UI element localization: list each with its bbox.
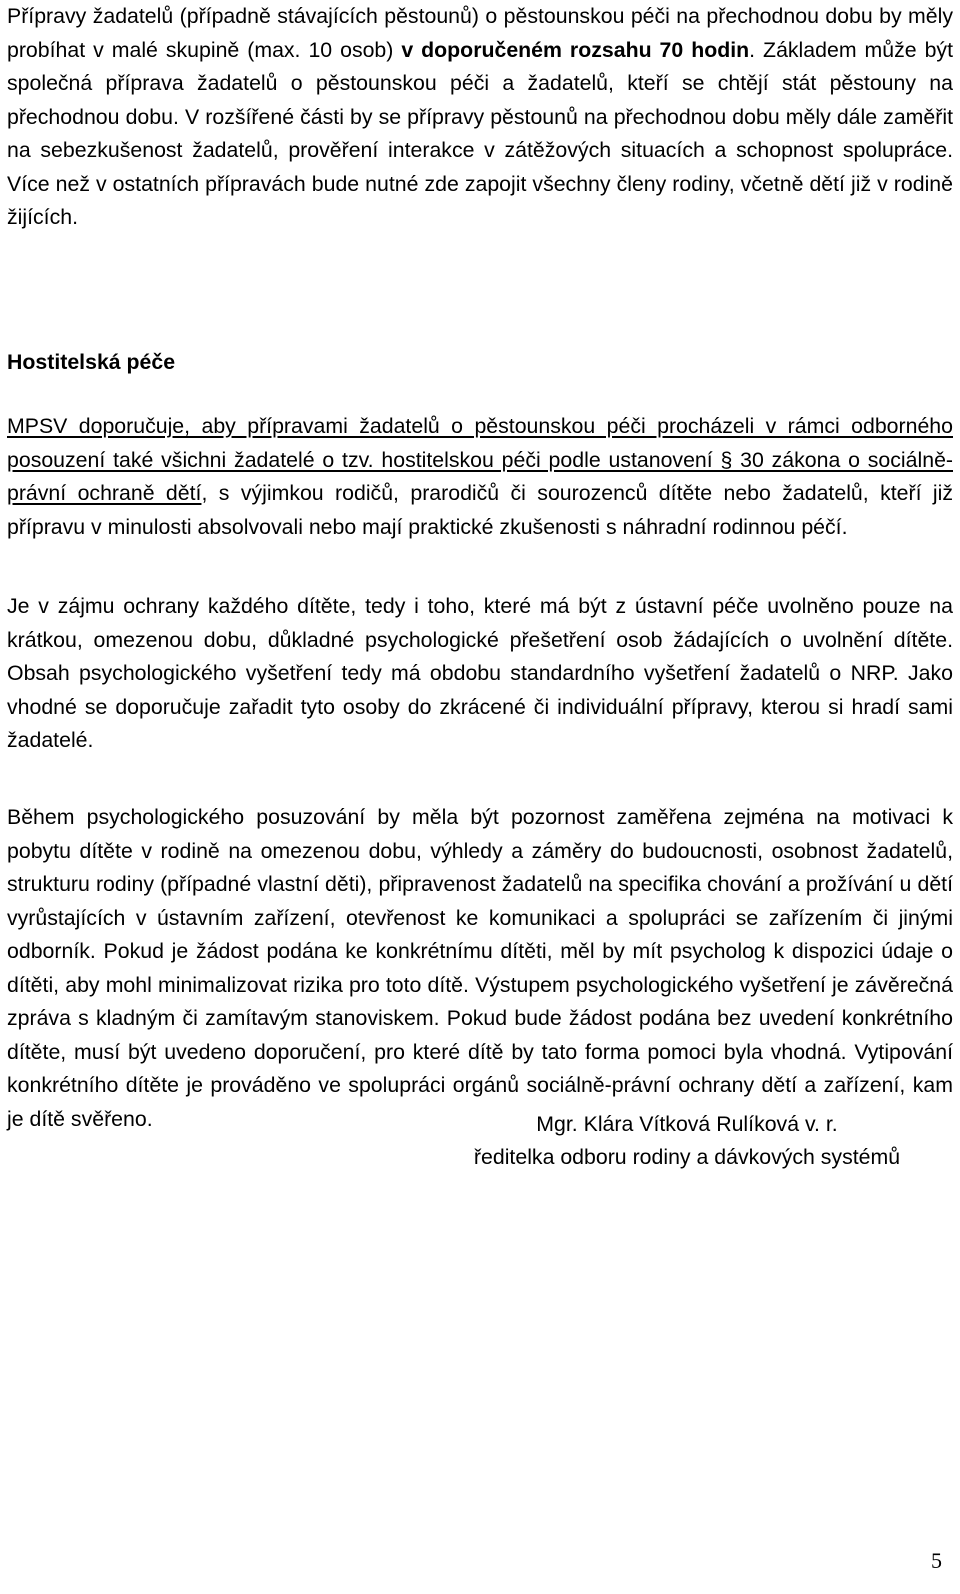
paragraph-child-protection: Je v zájmu ochrany každého dítěte, tedy i toho, které má být z ústavní péče uvolněno pouze na krátkou, omezenou dobu, důkladné psychologické přešetření osob žádajících o uvolnění dítěte. Obsah psychologického vyšetření tedy má obdobu standardního vyšetření žadatelů o NRP. Jako vhodné se doporučuje zařadit tyto osoby do zkrácené či individuální přípravy, kterou si hradí sami žadatelé. <box>7 594 953 752</box>
section-heading-hosting-care: Hostitelská péče <box>7 350 176 374</box>
paragraph-text: Přípravy žadatelů (případně stávajících pěstounů) o pěstounskou péči na přechodnou dobu by měly probíhat v malé skupině (max. 10 osob) <box>7 4 953 62</box>
paragraph-preparation-requirements <box>7 0 953 235</box>
paragraph-text: . Základem může být společná příprava žadatelů o pěstounskou péči a žadatelů, kteří se chtějí stát pěstouny na přechodnou dobu. V rozšířené části by se přípravy pěstounů na přechodnou dobu měly dále zaměřit na sebezkušenost žadatelů, prověření interakce v zátěžových situacích a schopnost spolupráce. Více než v ostatních přípravách bude nutné zde zapojit všechny členy rodiny, včetně dětí již v rodině žijících. <box>7 37 953 229</box>
signature-name: Mgr. Klára Vítková Rulíková v. r. <box>536 1112 838 1136</box>
bold-recommended-hours: v doporučeném rozsahu 70 hodin <box>401 37 750 62</box>
paragraph-mpsv-recommendation <box>7 410 953 544</box>
paragraph-text: , s výjimkou rodičů, prarodičů či sourozenců dítěte nebo žadatelů, kteří již přípravu v minulosti absolvovali nebo mají praktické zkušenosti s náhradní rodinnou péčí. <box>7 481 953 539</box>
underlined-recommendation: MPSV doporučuje, aby přípravami žadatelů o pěstounskou péči procházeli v rámci odborného posouzení také všichni žadatelé o tzv. hostitelskou péči podle ustanovení § 30 zákona o sociálně-právní ochraně dětí <box>7 414 953 505</box>
page-number: 5 <box>931 1548 942 1573</box>
paragraph-psychological-assessment: Během psychologického posuzování by měla být pozornost zaměřena zejména na motivaci k pobytu dítěte v rodině na omezenou dobu, výhledy a záměry do budoucnosti, osobnost žadatelů, strukturu rodiny (případné vlastní děti), připravenost žadatelů na specifika chování a prožívání u dětí vyrůstajících v ústavním zařízení, otevřenost ke komunikaci a spolupráci se zařízením či jinými odborník. Pokud je žádost podána ke konkrétnímu dítěti, měl by mít psycholog k dispozici údaje o dítěti, aby mohl minimalizovat rizika pro toto dítě. Výstupem psychologického vyšetření je závěrečná zpráva s kladným či zamítavým stanoviskem. Pokud bude žádost podána bez uvedení konkrétního dítěte, musí být uvedeno doporučení, pro které dítě by tato forma pomoci byla vhodná. Vytipování konkrétního dítěte je prováděno ve spolupráci orgánů sociálně-právní ochrany dětí a zařízení, kam je dítě svěřeno. <box>7 805 953 1131</box>
signature-title: ředitelka odboru rodiny a dávkových systémů <box>473 1145 901 1169</box>
